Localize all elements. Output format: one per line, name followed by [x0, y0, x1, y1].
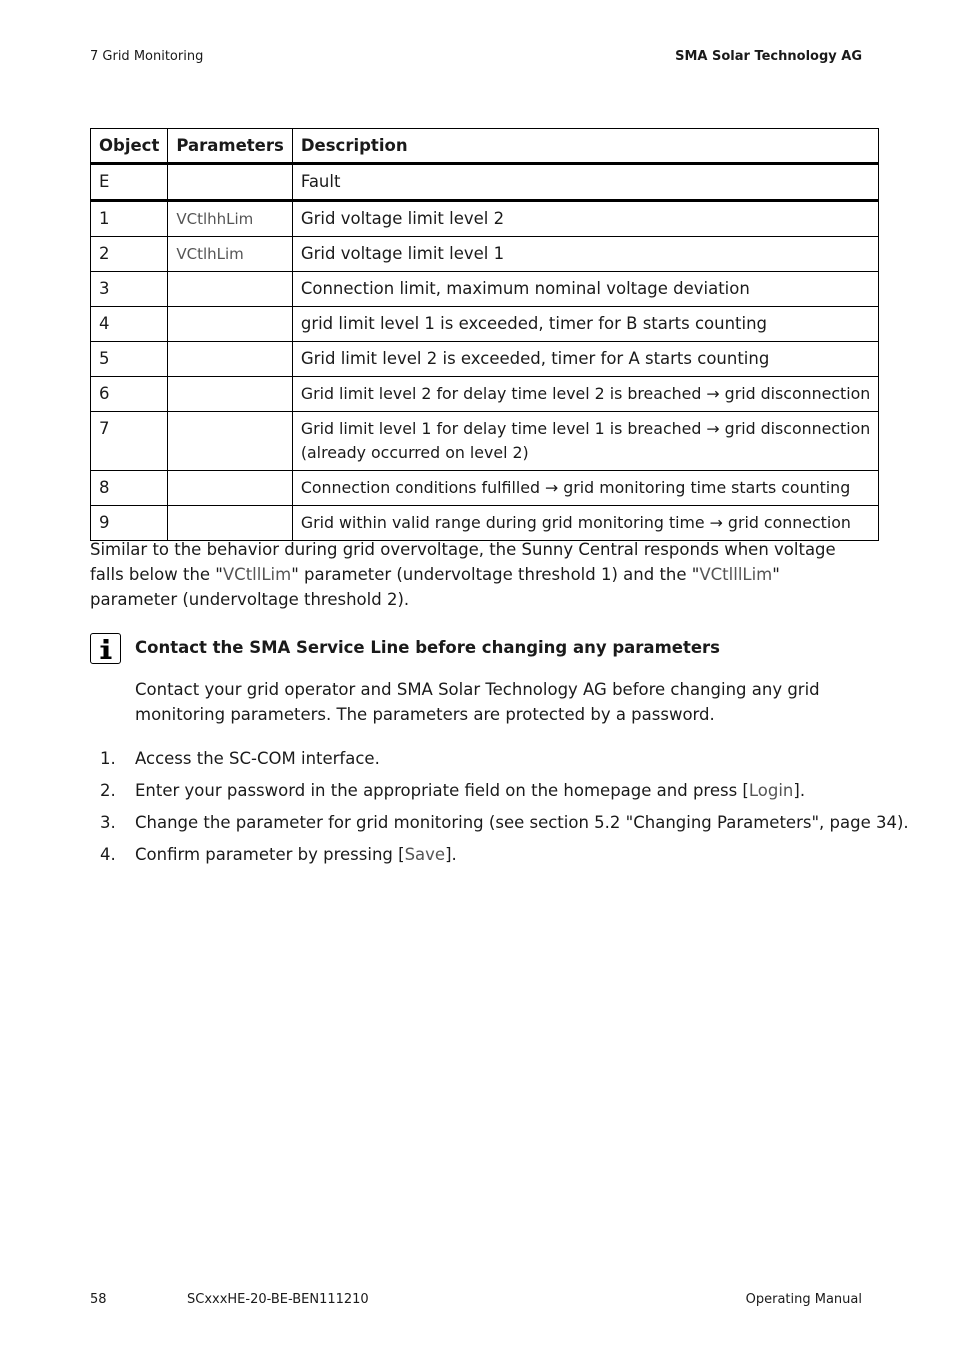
cell-description: Grid limit level 1 for delay time level 1 is breached → grid disconnection (already occurred on level 2): [292, 412, 878, 471]
cell-description: Grid voltage limit level 2: [292, 201, 878, 237]
paragraph-text: " parameter (undervoltage threshold 2).: [90, 565, 780, 609]
cell-object: 5: [91, 342, 168, 377]
cell-description: Fault: [292, 164, 878, 201]
cell-parameter: [168, 342, 292, 377]
cell-parameter: [168, 412, 292, 471]
list-item: [90, 845, 880, 877]
cell-parameter: [168, 307, 292, 342]
note-title: Contact the SMA Service Line before changing any parameters: [135, 638, 720, 657]
step-text: Access the SC-COM interface.: [135, 749, 380, 768]
table-row: [91, 164, 879, 201]
cell-parameter: VCtlhLim: [168, 237, 292, 272]
table-header-row: [91, 129, 879, 164]
parameter-table: [90, 128, 879, 541]
cell-description: Grid limit level 2 for delay time level 2 is breached → grid disconnection: [292, 377, 878, 412]
step-text: Change the parameter for grid monitoring (see section 5.2 "Changing Parameters", page 34).: [135, 813, 909, 832]
header-company: SMA Solar Technology AG: [675, 49, 862, 64]
table-row: [91, 471, 879, 506]
step-number: 2.: [100, 781, 116, 800]
table-row: [91, 307, 879, 342]
list-item: [90, 781, 880, 813]
cell-parameter: [168, 272, 292, 307]
paragraph-text: Similar to the behavior during grid overvoltage, the Sunny Central responds when voltage falls below the ": [90, 540, 836, 584]
cell-parameter: [168, 164, 292, 201]
paragraph-text: " parameter (undervoltage threshold 1) and the ": [291, 565, 700, 584]
step-text: Confirm parameter by pressing [Save].: [135, 845, 457, 864]
table-row: [91, 377, 879, 412]
cell-object: E: [91, 164, 168, 201]
document-id: SCxxxHE-20-BE-BEN111210: [187, 1292, 369, 1307]
cell-description: Grid limit level 2 is exceeded, timer for A starts counting: [292, 342, 878, 377]
info-icon: [90, 633, 121, 664]
cell-description: Grid voltage limit level 1: [292, 237, 878, 272]
cell-description: grid limit level 1 is exceeded, timer for B starts counting: [292, 307, 878, 342]
parameter-name: VCtllLim: [222, 565, 292, 584]
page-number: 58: [90, 1292, 107, 1307]
table-row: [91, 412, 879, 471]
cell-parameter: [168, 471, 292, 506]
list-item: [90, 813, 909, 845]
cell-parameter: [168, 377, 292, 412]
table-row: [91, 272, 879, 307]
cell-object: 7: [91, 412, 168, 471]
parameter-name: VCtlllLim: [699, 565, 773, 584]
login-ui-label: Login: [748, 781, 794, 800]
column-header-description: Description: [292, 129, 878, 164]
undervoltage-paragraph: [90, 537, 870, 612]
column-header-parameters: Parameters: [168, 129, 292, 164]
table-row: [91, 506, 879, 541]
cell-object: 9: [91, 506, 168, 541]
cell-description: Connection conditions fulfilled → grid monitoring time starts counting: [292, 471, 878, 506]
table-row: [91, 342, 879, 377]
cell-object: 3: [91, 272, 168, 307]
list-item: [90, 749, 880, 781]
cell-object: 1: [91, 201, 168, 237]
cell-object: 8: [91, 471, 168, 506]
document-type: Operating Manual: [745, 1292, 862, 1307]
save-ui-label: Save: [404, 845, 446, 864]
note-body: Contact your grid operator and SMA Solar Technology AG before changing any grid monitoring parameters. The parameters are protected by a password.: [135, 680, 820, 724]
cell-object: 4: [91, 307, 168, 342]
cell-description: Connection limit, maximum nominal voltage deviation: [292, 272, 878, 307]
step-text: Enter your password in the appropriate field on the homepage and press [Login].: [135, 781, 806, 800]
cell-description: Grid within valid range during grid monitoring time → grid connection: [292, 506, 878, 541]
cell-object: 2: [91, 237, 168, 272]
table-row: [91, 237, 879, 272]
table-row: [91, 201, 879, 237]
column-header-object: Object: [91, 129, 168, 164]
cell-parameter: [168, 506, 292, 541]
instruction-list: [90, 749, 909, 877]
header-section: 7 Grid Monitoring: [90, 49, 204, 64]
step-number: 3.: [100, 813, 116, 832]
step-number: 4.: [100, 845, 116, 864]
cell-parameter: VCtlhhLim: [168, 201, 292, 237]
cell-object: 6: [91, 377, 168, 412]
step-number: 1.: [100, 749, 116, 768]
